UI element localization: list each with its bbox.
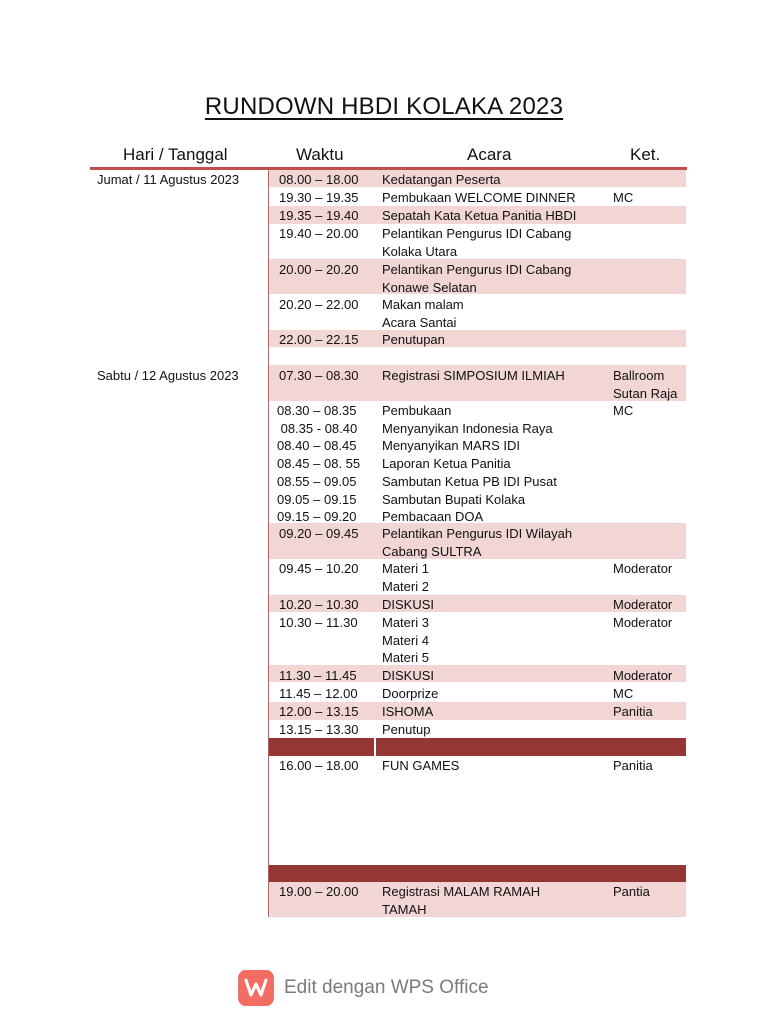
header-waktu: Waktu — [296, 145, 344, 164]
row-acara: Registrasi SIMPOSIUM ILMIAH — [382, 368, 565, 383]
row-waktu: 22.00 – 22.15 — [279, 332, 359, 347]
day-label: Sabtu / 12 Agustus 2023 — [97, 368, 239, 383]
row-ket: MC — [613, 686, 634, 701]
row-acara: Penutup — [382, 722, 431, 737]
row-ket: Moderator — [613, 597, 673, 612]
row-acara: Pembukaan Menyanyikan Indonesia Raya Menyanyikan MARS IDI Laporan Ketua Panitia Sambutan Ketua PB IDI Pusat Sambutan Bupati Kolaka Pembacaan DOA — [382, 403, 557, 525]
row-waktu: 16.00 – 18.00 — [279, 758, 359, 773]
row-acara: Pembukaan WELCOME DINNER — [382, 190, 576, 205]
wps-edit-label: Edit dengan WPS Office — [284, 977, 489, 998]
row-waktu: 08.30 – 08.35 08.35 - 08.40 08.40 – 08.45 08.45 – 08. 55 08.55 – 09.05 09.05 – 09.15 09.15 – 09.20 — [277, 403, 361, 525]
row-acara: FUN GAMES — [382, 758, 460, 773]
row-ket: Ballroom Sutan Raja — [613, 368, 678, 401]
row-acara: DISKUSI — [382, 668, 435, 683]
separator-band — [269, 738, 686, 756]
separator-gap — [374, 738, 376, 756]
row-waktu: 11.45 – 12.00 — [279, 686, 358, 701]
row-ket: Moderator — [613, 561, 673, 576]
row-waktu: 12.00 – 13.15 — [279, 704, 359, 719]
row-acara: DISKUSI — [382, 597, 435, 612]
row-ket: Panitia — [613, 704, 653, 719]
row-waktu: 19.35 – 19.40 — [279, 208, 359, 223]
row-waktu: 19.40 – 20.00 — [279, 226, 359, 241]
row-acara: ISHOMA — [382, 704, 434, 719]
header-ket: Ket. — [630, 145, 661, 164]
row-acara: Doorprize — [382, 686, 439, 701]
row-ket: Panitia — [613, 758, 653, 773]
row-acara: Pelantikan Pengurus IDI Cabang Kolaka Utara — [382, 226, 572, 259]
row-ket: MC — [613, 403, 634, 418]
row-acara: Makan malam Acara Santai — [382, 297, 464, 330]
wps-edit-banner[interactable] — [238, 970, 489, 1006]
document-title: RUNDOWN HBDI KOLAKA 2023 — [204, 93, 564, 120]
row-acara: Materi 1 Materi 2 — [382, 561, 429, 594]
row-ket: Pantia — [613, 884, 650, 899]
day-label: Jumat / 11 Agustus 2023 — [97, 172, 240, 187]
header-acara: Acara — [467, 145, 512, 164]
row-waktu: 09.45 – 10.20 — [279, 561, 359, 576]
row-waktu: 10.30 – 11.30 — [279, 615, 358, 630]
row-waktu: 07.30 – 08.30 — [279, 368, 359, 383]
row-acara: Pelantikan Pengurus IDI Cabang Konawe Selatan — [382, 262, 572, 295]
row-waktu: 13.15 – 13.30 — [279, 722, 359, 737]
row-waktu: 20.20 – 22.00 — [279, 297, 359, 312]
row-waktu: 09.20 – 09.45 — [279, 526, 359, 541]
row-acara: Penutupan — [382, 332, 445, 347]
row-ket: Moderator — [613, 668, 673, 683]
row-waktu: 10.20 – 10.30 — [279, 597, 359, 612]
row-waktu: 19.30 – 19.35 — [279, 190, 359, 205]
row-waktu: 11.30 – 11.45 — [279, 668, 357, 683]
header-hari-tanggal: Hari / Tanggal — [123, 145, 228, 164]
row-acara: Sepatah Kata Ketua Panitia HBDI — [382, 208, 577, 223]
row-waktu: 08.00 – 18.00 — [279, 172, 359, 187]
row-acara: Kedatangan Peserta — [382, 172, 501, 187]
table-left-border — [268, 169, 269, 917]
row-waktu: 19.00 – 20.00 — [279, 884, 359, 899]
row-acara: Pelantikan Pengurus IDI Wilayah Cabang SULTRA — [382, 526, 573, 559]
row-waktu: 20.00 – 20.20 — [279, 262, 359, 277]
row-ket: Moderator — [613, 615, 673, 630]
wps-logo-icon — [238, 970, 274, 1006]
row-ket: MC — [613, 190, 634, 205]
row-acara: Registrasi MALAM RAMAH TAMAH — [382, 884, 541, 917]
row-acara: Materi 3 Materi 4 Materi 5 — [382, 615, 429, 666]
separator-band — [269, 865, 686, 882]
